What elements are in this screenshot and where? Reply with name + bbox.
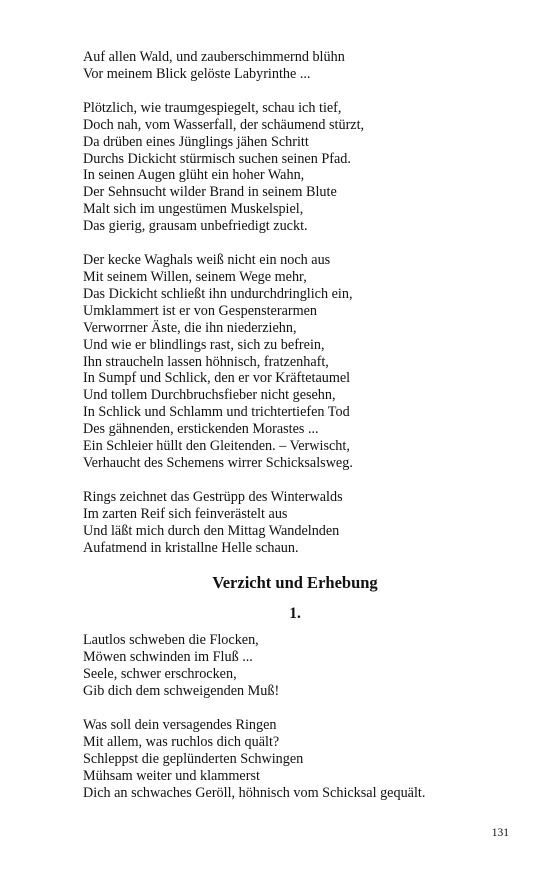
verse-line: Mit seinem Willen, seinem Wege mehr,	[83, 268, 307, 285]
stanza-2	[83, 100, 523, 235]
stanza-1	[83, 49, 523, 83]
verse-line: Gib dich dem schweigenden Muß!	[83, 683, 280, 700]
verse-line: In Sumpf und Schlick, den er vor Kräftetaumel	[83, 370, 351, 387]
verse-line: In Schlick und Schlamm und trichtertiefen Tod	[83, 404, 350, 421]
verse-line: Umklammert ist er von Gespensterarmen	[83, 302, 318, 319]
verse-line: Und läßt mich durch den Mittag Wandelnden	[83, 522, 340, 539]
verse-line: Durchs Dickicht stürmisch suchen seinen Pfad.	[83, 150, 351, 167]
stanza-4	[83, 489, 523, 557]
verse-line: Seele, schwer erschrocken,	[83, 666, 237, 683]
verse-line: In seinen Augen glüht ein hoher Wahn,	[83, 167, 305, 184]
verse-line: Mühsam weiter und klammerst	[83, 767, 260, 784]
verse-line: Mit allem, was ruchlos dich quält?	[83, 734, 280, 750]
stanza-5	[83, 632, 523, 700]
verse-line: Lautlos schweben die Flocken,	[83, 632, 259, 649]
verse-line: Rings zeichnet das Gestrüpp des Winterwalds	[83, 488, 343, 505]
verse-line: Auf allen Wald, und zauberschimmernd blühn	[83, 49, 345, 65]
verse-line: Ein Schleier hüllt den Gleitenden. – Verwischt,	[83, 438, 350, 455]
page-text	[83, 49, 523, 819]
verse-line: Aufatmend in kristallne Helle schaun.	[83, 539, 299, 556]
verse-line: Der Sehnsucht wilder Brand in seinem Blute	[83, 184, 337, 201]
verse-line: Verhaucht des Schemens wirrer Schicksalsweg.	[83, 454, 353, 471]
verse-line: Der kecke Waghals weiß nicht ein noch aus	[83, 252, 331, 269]
verse-line: Des gähnenden, erstickenden Morastes ...	[83, 421, 319, 438]
stanza-6	[83, 717, 523, 802]
verse-line: Und tollem Durchbruchsfieber nicht gesehn,	[83, 387, 336, 404]
verse-line: Vor meinem Blick gelöste Labyrinthe ...	[83, 65, 311, 82]
poem-title: Verzicht und Erhebung	[212, 573, 378, 593]
verse-line: Ihn straucheln lassen höhnisch, fratzenhaft,	[83, 353, 329, 370]
verse-line: Das Dickicht schließt ihn undurchdringlich ein,	[83, 285, 353, 302]
verse-line: Doch nah, vom Wasserfall, der schäumend stürzt,	[83, 116, 365, 133]
verse-line: Das gierig, grausam unbefriedigt zuckt.	[83, 218, 308, 235]
poem-section-number: 1.	[289, 605, 301, 623]
verse-line: Da drüben eines Jünglings jähen Schritt	[83, 133, 309, 150]
verse-line: Plötzlich, wie traumgespiegelt, schau ich tief,	[83, 99, 342, 116]
verse-line: Im zarten Reif sich feinverästelt aus	[83, 505, 288, 522]
verse-line: Dich an schwaches Geröll, höhnisch vom Schicksal gequält.	[83, 784, 426, 801]
verse-line: Möwen schwinden im Fluß ...	[83, 649, 253, 666]
verse-line: Und wie er blindlings rast, sich zu befrein,	[83, 336, 325, 353]
stanza-3	[83, 252, 523, 472]
verse-line: Verworrner Äste, die ihn niederziehn,	[83, 319, 297, 336]
page-number: 131	[491, 827, 509, 839]
verse-line: Malt sich im ungestümen Muskelspiel,	[83, 201, 304, 218]
verse-line: Schleppst die geplünderten Schwingen	[83, 750, 304, 767]
verse-line: Was soll dein versagendes Ringen	[83, 717, 277, 734]
